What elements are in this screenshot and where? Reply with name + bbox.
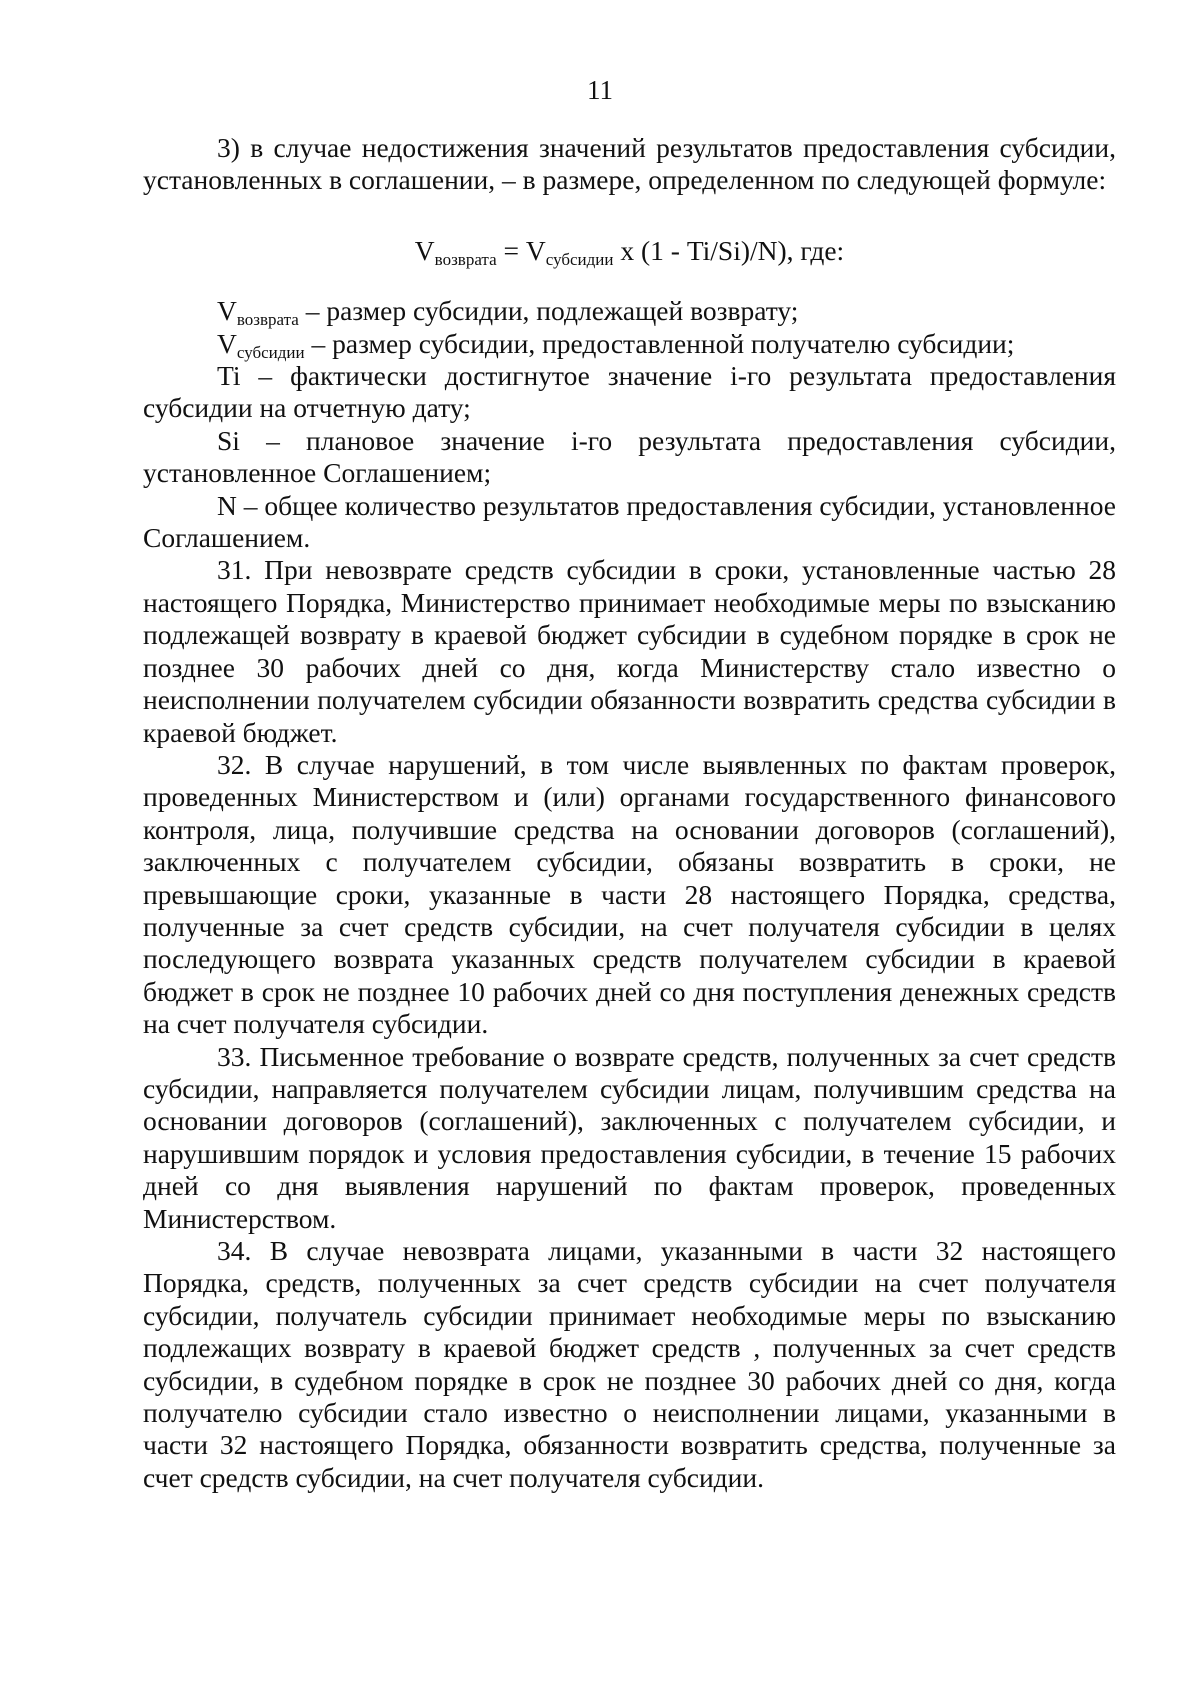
definition-ti: Ti – фактически достигнутое значение i-го результата предоставления субсидии на отчетную дату; (143, 360, 1116, 424)
formula (143, 235, 1116, 267)
definition-v-return-text: – размер субсидии, подлежащей возврату; (298, 295, 799, 327)
document-body (143, 132, 1116, 1494)
definition-v-return-symbol: V (217, 295, 237, 327)
page-number: 11 (587, 75, 613, 105)
definition-v-return (143, 295, 1116, 330)
definition-si: Si – плановое значение i-го результата предоставления субсидии, установленное Соглашением; (143, 424, 1116, 489)
paragraph-3: 3) в случае недостижения значений результатов предоставления субсидии, установленных в соглашении, – в размере, определенном по следующей формуле: (143, 132, 1116, 196)
formula-v-return-subscript: возврата (434, 249, 497, 269)
formula-v-return: V (414, 234, 435, 266)
definition-v-subsidy-text: – размер субсидии, предоставленной получателю субсидии; (304, 327, 1015, 359)
definition-n: N – общее количество результатов предоставления субсидии, установленное Соглашением. (143, 489, 1116, 554)
formula-equals: = (496, 234, 526, 266)
paragraph-34: 34. В случае невозврата лицами, указанными в части 32 настоящего Порядка, средств, полученных за счет средств субсидии на счет получателя субсидии, получатель субсидии принимает необходимые меры по взысканию подлежащих возврату в краевой бюджет средств , полученных за счет средств субсидии, в судебном порядке в срок не позднее 30 рабочих дней со дня, когда получателю субсидии стало известно о неисполнении лицами, указанными в части 32 настоящего Порядка, обязанности возвратить средства, полученные за счет средств субсидии, на счет получателя субсидии. (143, 1235, 1116, 1493)
formula-v-subsidy: V (525, 234, 546, 266)
definition-v-subsidy-symbol: V (217, 327, 237, 359)
formula-v-subsidy-subscript: субсидии (545, 249, 614, 269)
definition-v-return-subscript: возврата (236, 310, 299, 330)
definition-v-subsidy (143, 328, 1116, 360)
paragraph-33: 33. Письменное требование о возврате средств, полученных за счет средств субсидии, направляется получателем субсидии лицам, получившим средства на основании договоров (соглашений), заключенных с получателем субсидии, и нарушившим порядок и условия предоставления субсидии, в течение 15 рабочих дней со дня выявления нарушений по фактам проверок, проведенных Министерством. (143, 1040, 1116, 1234)
paragraph-32: 32. В случае нарушений, в том числе выявленных по фактам проверок, проведенных Министерством и (или) органами государственного финансового контроля, лица, получившие средства на основании договоров (соглашений), заключенных с получателем субсидии, обязаны возвратить в сроки, не превышающие сроки, указанные в части 28 настоящего Порядка, средства, полученные за счет средств субсидии, на счет получателя субсидии в целях последующего возврата указанных средств получателем субсидии в краевой бюджет в срок не позднее 10 рабочих дней со дня поступления денежных средств на счет получателя субсидии. (143, 748, 1116, 1040)
paragraph-31: 31. При невозврате средств субсидии в сроки, установленные частью 28 настоящего Порядка, Министерство принимает необходимые меры по взысканию подлежащей возврату в краевой бюджет субсидии в судебном порядке в срок не позднее 30 рабочих дней со дня, когда Министерству стало известно о неисполнении получателем субсидии обязанности возвратить средства субсидии в краевой бюджет. (143, 554, 1116, 748)
formula-rest: х (1 - Ti/Si)/N), где: (613, 234, 845, 266)
definition-v-subsidy-subscript: субсидии (236, 342, 305, 362)
